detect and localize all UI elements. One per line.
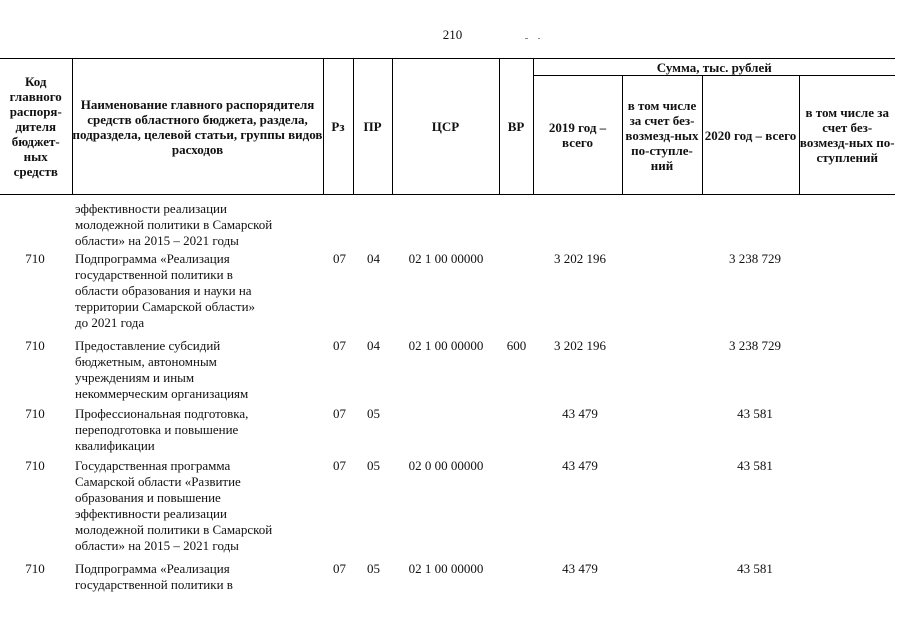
- header-vr: [499, 59, 533, 195]
- row-pr: 05: [367, 458, 380, 473]
- row-pr: 04: [367, 338, 380, 353]
- row-2020-total: 3 238 729: [729, 251, 781, 266]
- row-rz: 07: [333, 251, 346, 266]
- row-code: 710: [25, 561, 45, 576]
- header-2020-gratis: [799, 76, 895, 195]
- header-name-label: Наименование главного распорядителя средств областного бюджета, раздела, подраздела, целевой статьи, группы видов расходов: [72, 96, 323, 157]
- row-2019-total: 3 202 196: [554, 251, 606, 266]
- header-code-label: Код главного распоря-дителя бюджет-ных средств: [9, 74, 62, 179]
- header-csr: [392, 59, 499, 195]
- row-rz: 07: [333, 458, 346, 473]
- header-2020-gratis-label: в том числе за счет без-возмезд-ных по-ступлений: [799, 105, 895, 165]
- row-pr: 04: [367, 251, 380, 266]
- row-2019-total: 3 202 196: [554, 338, 606, 353]
- row-rz: 07: [333, 561, 346, 576]
- header-pr: [353, 59, 392, 195]
- row-code: 710: [25, 458, 45, 473]
- row-csr: 02 1 00 00000: [408, 561, 484, 576]
- header-sum-label: Сумма, тыс. рублей: [656, 59, 772, 75]
- row-pr: 05: [367, 561, 380, 576]
- header-vr-label: ВР: [507, 119, 525, 134]
- header-2020-total-label: 2020 год – всего: [704, 127, 797, 143]
- scan-speck: [525, 38, 528, 39]
- row-2020-total: 43 581: [737, 458, 773, 473]
- row-vr: 600: [506, 338, 527, 353]
- row-name: эффективности реализации молодежной политики в Самарской области» на 2015 – 2021 годы: [75, 201, 273, 248]
- row-code: 710: [25, 338, 45, 353]
- row-2020-total: 3 238 729: [729, 338, 781, 353]
- header-2019-gratis: [622, 76, 702, 195]
- row-name: Предоставление субсидий бюджетным, автономным учреждениям и иным некоммерческим организациям: [75, 338, 249, 401]
- scan-speck: [538, 38, 540, 39]
- header-2020-total: [702, 76, 799, 195]
- header-code: [0, 59, 72, 195]
- header-2019-total-label: 2019 год – всего: [548, 120, 607, 150]
- header-2019-gratis-label: в том числе за счет без-возмезд-ных по-ступле-ний: [625, 97, 699, 173]
- row-2020-total: 43 581: [737, 406, 773, 421]
- row-name: Подпрограмма «Реализация государственной политики в: [75, 561, 233, 592]
- row-code: 710: [25, 251, 45, 266]
- row-csr: 02 0 00 00000: [408, 458, 484, 473]
- row-code: 710: [25, 406, 45, 421]
- row-2020-total: 43 581: [737, 561, 773, 576]
- row-csr: 02 1 00 00000: [408, 338, 484, 353]
- row-2019-total: 43 479: [562, 458, 598, 473]
- header-csr-label: ЦСР: [431, 119, 460, 134]
- page-number: 210: [442, 27, 463, 42]
- row-csr: 02 1 00 00000: [408, 251, 484, 266]
- header-rz: [323, 59, 353, 195]
- row-pr: 05: [367, 406, 380, 421]
- row-rz: 07: [333, 406, 346, 421]
- table-header: [0, 58, 895, 195]
- header-2019-total: [533, 76, 622, 195]
- row-2019-total: 43 479: [562, 561, 598, 576]
- row-name: Государственная программа Самарской области «Развитие образования и повышение эффективности реализации молодежной политики в Самарской области» на 2015 – 2021 годы: [75, 458, 273, 553]
- header-rz-label: Рз: [331, 119, 345, 134]
- row-rz: 07: [333, 338, 346, 353]
- header-pr-label: ПР: [363, 119, 382, 134]
- header-name: [72, 59, 323, 195]
- row-name: Профессиональная подготовка, переподготовка и повышение квалификации: [75, 406, 249, 453]
- row-name: Подпрограмма «Реализация государственной политики в области образования и науки на территории Самарской области» до 2021 года: [75, 251, 256, 330]
- header-sum: [533, 59, 895, 76]
- row-2019-total: 43 479: [562, 406, 598, 421]
